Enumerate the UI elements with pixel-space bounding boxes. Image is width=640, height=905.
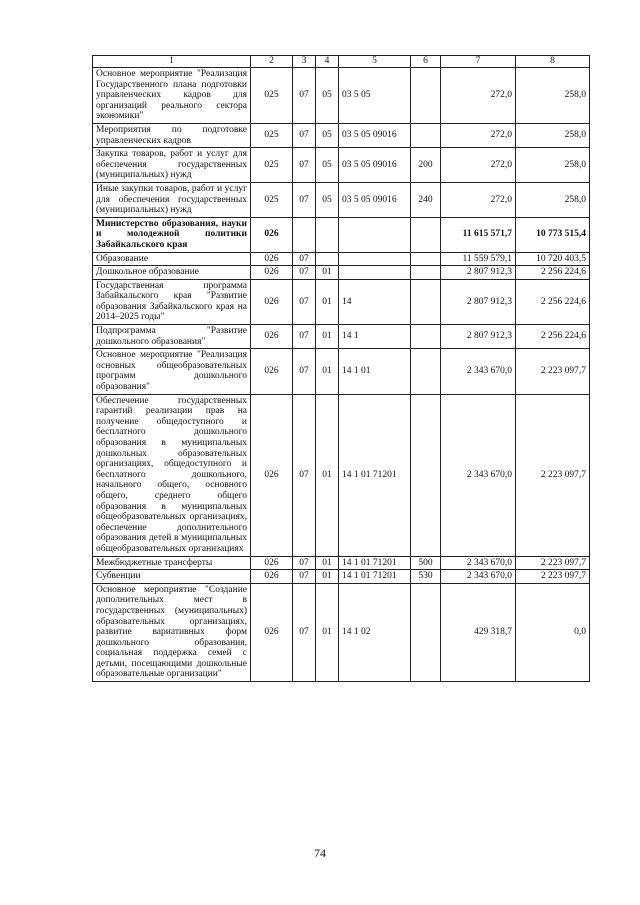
header-row [93,56,590,68]
row-name-cell: Закупка товаров, работ и услуг для обеспечения государственных (муниципальных) нужд [93,148,251,183]
column-header: 6 [411,56,441,68]
row-cell-c6: 240 [411,182,441,217]
column-header: 5 [339,56,411,68]
row-cell-c5 [339,252,411,266]
row-cell-c8: 2 223 097,7 [516,349,590,394]
row-cell-c7: 272,0 [441,68,516,124]
row-name-cell: Мероприятия по подготовке управленческих кадров [93,123,251,147]
table-row [93,325,590,349]
row-cell-c7: 11 615 571,7 [441,217,516,252]
row-cell-c6 [411,217,441,252]
row-cell-c8: 2 223 097,7 [516,394,590,556]
row-cell-c5: 14 1 [339,325,411,349]
table-row [93,217,590,252]
row-cell-c8: 2 256 224,6 [516,279,590,324]
column-header: 8 [516,56,590,68]
row-cell-c5: 14 1 02 [339,583,411,681]
row-cell-c8: 2 256 224,6 [516,325,590,349]
row-cell-c5: 03 5 05 09016 [339,123,411,147]
row-cell-c5: 14 1 01 71201 [339,394,411,556]
row-cell-c3: 07 [293,68,316,124]
row-cell-c6 [411,394,441,556]
row-cell-c7: 2 807 912,3 [441,279,516,324]
table-row [93,583,590,681]
row-cell-c6: 530 [411,570,441,584]
row-name-cell: Межбюджетные трансферты [93,556,251,570]
row-cell-c7: 11 559 579,1 [441,252,516,266]
row-cell-c8: 2 223 097,7 [516,556,590,570]
row-cell-c5: 14 [339,279,411,324]
row-cell-c4: 01 [316,266,339,280]
column-header: 4 [316,56,339,68]
row-cell-c3: 07 [293,266,316,280]
row-cell-c7: 2 343 670,0 [441,394,516,556]
row-cell-c4 [316,252,339,266]
row-cell-c7: 2 343 670,0 [441,570,516,584]
table-row [93,148,590,183]
row-cell-c3: 07 [293,394,316,556]
row-cell-c6 [411,252,441,266]
row-cell-c4 [316,217,339,252]
row-cell-c7: 2 343 670,0 [441,349,516,394]
row-cell-c5 [339,217,411,252]
row-cell-c3: 07 [293,325,316,349]
row-cell-c6 [411,123,441,147]
row-cell-c3: 07 [293,583,316,681]
row-name-cell: Субвенции [93,570,251,584]
row-name-cell: Основное мероприятие "Реализация основных общеобразовательных программ дошкольного образования" [93,349,251,394]
row-cell-c7: 272,0 [441,148,516,183]
row-cell-c2: 026 [251,556,293,570]
row-name-cell: Обеспечение государственных гарантий реализации прав на получение общедоступного и бесплатного дошкольного образования в муниципальных дошкольных образовательных организациях, общедоступного и бесплатного дошкольного, начального общего, основного общего, среднего общего образования в муниципальных общеобразовательных организациях, обеспечение дополнительного образования детей в муниципальных общеобразовательных организациях [93,394,251,556]
page-number: 74 [314,846,326,860]
row-cell-c3: 07 [293,252,316,266]
row-cell-c3: 07 [293,556,316,570]
row-name-cell: Основное мероприятие "Создание дополнительных мест в государственных (муниципальных) образовательных организациях, развитие вариативных форм дошкольного образования, социальная поддержка семей с детьми, посещающими дошкольные образовательные организации" [93,583,251,681]
row-cell-c4: 05 [316,148,339,183]
table-row [93,394,590,556]
row-cell-c7: 2 343 670,0 [441,556,516,570]
row-cell-c2: 026 [251,252,293,266]
row-cell-c6 [411,266,441,280]
table-row [93,266,590,280]
row-cell-c3: 07 [293,349,316,394]
table-row [93,556,590,570]
row-name-cell: Государственная программа Забайкальского края "Развитие образования Забайкальского края на 2014–2025 годы" [93,279,251,324]
row-cell-c7: 2 807 912,3 [441,266,516,280]
row-cell-c8: 10 773 515,4 [516,217,590,252]
column-header: 3 [293,56,316,68]
row-name-cell: Образование [93,252,251,266]
row-cell-c2: 026 [251,394,293,556]
row-name-cell: Подпрограмма "Развитие дошкольного образования" [93,325,251,349]
row-cell-c3: 07 [293,123,316,147]
table-row [93,68,590,124]
column-header: 1 [93,56,251,68]
table-row [93,279,590,324]
row-cell-c8: 258,0 [516,148,590,183]
row-cell-c2: 025 [251,68,293,124]
column-header: 2 [251,56,293,68]
budget-table [92,55,590,682]
row-cell-c3: 07 [293,570,316,584]
row-cell-c2: 026 [251,583,293,681]
row-cell-c6 [411,349,441,394]
row-cell-c4: 01 [316,325,339,349]
table-row [93,123,590,147]
row-cell-c6 [411,583,441,681]
row-cell-c2: 025 [251,148,293,183]
row-cell-c7: 272,0 [441,182,516,217]
row-cell-c5: 14 1 01 71201 [339,570,411,584]
row-cell-c5: 03 5 05 [339,68,411,124]
row-cell-c4: 01 [316,583,339,681]
row-name-cell: Основное мероприятие "Реализация Государственного плана подготовки управленческих кадров для организаций реального сектора экономики" [93,68,251,124]
row-cell-c4: 05 [316,68,339,124]
row-name-cell: Дошкольное образование [93,266,251,280]
row-cell-c2: 026 [251,325,293,349]
row-cell-c2: 026 [251,217,293,252]
table-row [93,252,590,266]
row-cell-c8: 258,0 [516,68,590,124]
row-cell-c8: 0,0 [516,583,590,681]
row-name-cell: Иные закупки товаров, работ и услуг для обеспечения государственных (муниципальных) нужд [93,182,251,217]
table-row [93,570,590,584]
row-cell-c4: 01 [316,394,339,556]
row-cell-c8: 258,0 [516,182,590,217]
row-cell-c4: 01 [316,349,339,394]
row-cell-c6: 200 [411,148,441,183]
row-cell-c2: 026 [251,349,293,394]
row-cell-c6 [411,279,441,324]
row-cell-c4: 01 [316,570,339,584]
row-cell-c6 [411,68,441,124]
row-cell-c8: 10 720 403,5 [516,252,590,266]
row-cell-c8: 2 223 097,7 [516,570,590,584]
table-row [93,182,590,217]
row-cell-c7: 272,0 [441,123,516,147]
row-cell-c5: 03 5 05 09016 [339,148,411,183]
row-cell-c2: 026 [251,266,293,280]
table-row [93,349,590,394]
row-cell-c2: 026 [251,279,293,324]
row-cell-c3: 07 [293,148,316,183]
row-cell-c8: 2 256 224,6 [516,266,590,280]
row-cell-c6: 500 [411,556,441,570]
row-cell-c5: 14 1 01 71201 [339,556,411,570]
row-cell-c4: 05 [316,123,339,147]
row-cell-c3 [293,217,316,252]
row-cell-c5: 14 1 01 [339,349,411,394]
row-cell-c2: 025 [251,123,293,147]
row-cell-c5: 03 5 05 09016 [339,182,411,217]
row-cell-c5 [339,266,411,280]
row-cell-c8: 258,0 [516,123,590,147]
row-name-cell: Министерство образования, науки и молодежной политики Забайкальского края [93,217,251,252]
row-cell-c4: 05 [316,182,339,217]
row-cell-c2: 026 [251,570,293,584]
column-header: 7 [441,56,516,68]
row-cell-c4: 01 [316,556,339,570]
row-cell-c6 [411,325,441,349]
row-cell-c4: 01 [316,279,339,324]
row-cell-c3: 07 [293,279,316,324]
row-cell-c7: 2 807 912,3 [441,325,516,349]
row-cell-c2: 025 [251,182,293,217]
row-cell-c7: 429 318,7 [441,583,516,681]
row-cell-c3: 07 [293,182,316,217]
